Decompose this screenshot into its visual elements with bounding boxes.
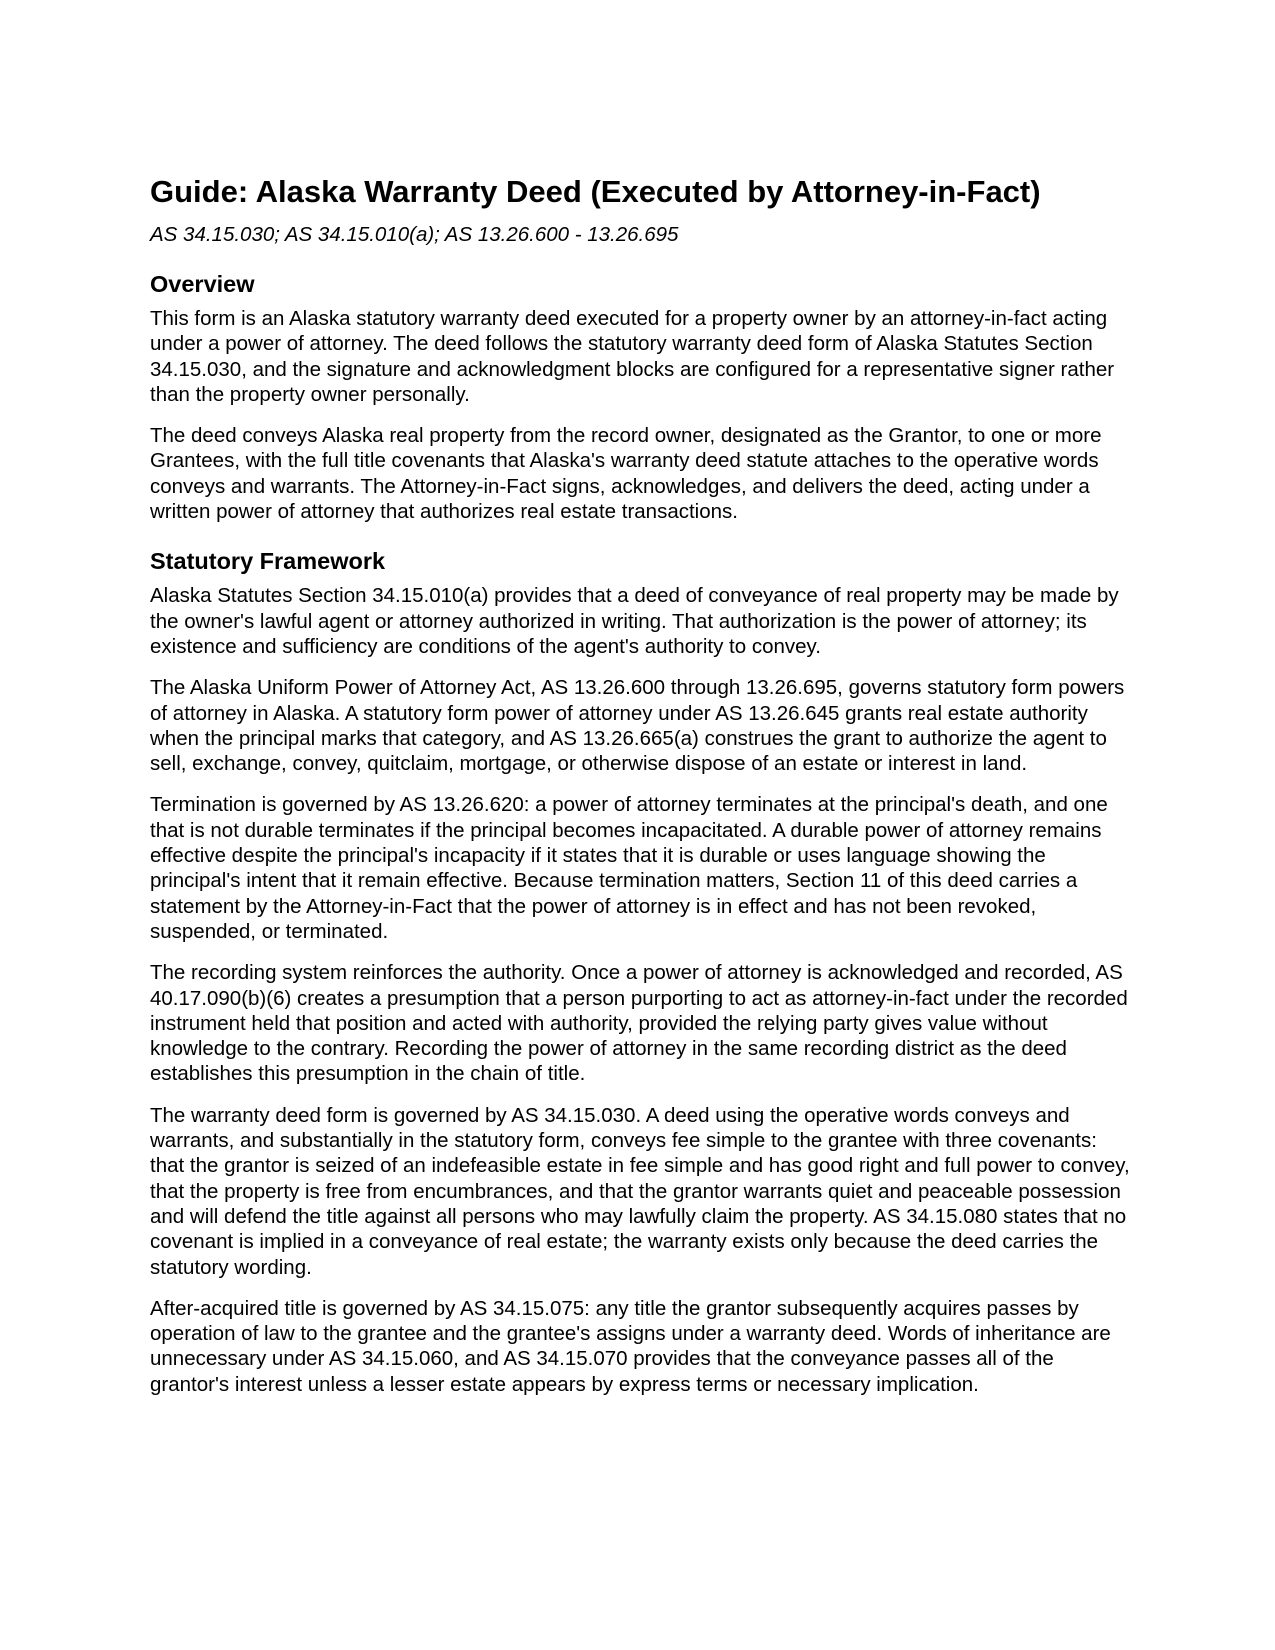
framework-paragraph-5: The warranty deed form is governed by AS 34.15.030. A deed using the operative words conveys and warrants, and substantially in the statutory form, conveys fee simple to the grantee with three covenants: that the grantor is seized of an indefeasible estate in fee simple and has good right and full power to convey, that the property is free from encumbrances, and that the grantor warrants quiet and peaceable possession and will defend the title against all persons who may lawfully claim the property. AS 34.15.080 states that no covenant is implied in a conveyance of real estate; the warranty exists only because the deed carries the statutory wording. bbox=[150, 1103, 1130, 1279]
framework-paragraph-6: After-acquired title is governed by AS 34.15.075: any title the grantor subsequently acquires passes by operation of law to the grantee and the grantee's assigns under a warranty deed. Words of inheritance are unnecessary under AS 34.15.060, and AS 34.15.070 provides that the conveyance passes all of the grantor's interest unless a lesser estate appears by express terms or necessary implication. bbox=[150, 1296, 1111, 1396]
section-heading-overview: Overview bbox=[150, 271, 255, 297]
statute-citation: AS 34.15.030; AS 34.15.010(a); AS 13.26.600 - 13.26.695 bbox=[150, 223, 679, 246]
section-heading-statutory-framework: Statutory Framework bbox=[150, 548, 386, 575]
overview-paragraph-1: This form is an Alaska statutory warranty deed executed for a property owner by an attorney-in-fact acting under a power of attorney. The deed follows the statutory warranty deed form of Alaska Statutes Section 34.15.030, and the signature and acknowledgment blocks are configured for a representative signer rather than the property owner personally. bbox=[150, 307, 1115, 406]
framework-paragraph-1: Alaska Statutes Section 34.15.010(a) provides that a deed of conveyance of real property may be made by the owner's lawful agent or attorney authorized in writing. That authorization is the power of attorney; its existence and sufficiency are conditions of the agent's authority to convey. bbox=[150, 584, 1119, 658]
framework-paragraph-4: The recording system reinforces the authority. Once a power of attorney is acknowledged and recorded, AS 40.17.090(b)(6) creates a presumption that a person purporting to act as attorney-in-fact under the recorded instrument held that position and acted with authority, provided the relying party gives value without knowledge to the contrary. Recording the power of attorney in the same recording district as the deed establishes this presumption in the chain of title. bbox=[150, 961, 1128, 1086]
document-content bbox=[150, 173, 1130, 1397]
overview-paragraph-2: The deed conveys Alaska real property from the record owner, designated as the Grantor, to one or more Grantees, with the full title covenants that Alaska's warranty deed statute attaches to the operative words conveys and warrants. The Attorney-in-Fact signs, acknowledges, and delivers the deed, acting under a written power of attorney that authorizes real estate transactions. bbox=[150, 424, 1102, 524]
document-title: Guide: Alaska Warranty Deed (Executed by Attorney-in-Fact) bbox=[150, 174, 1041, 209]
framework-paragraph-2: The Alaska Uniform Power of Attorney Act, AS 13.26.600 through 13.26.695, governs statutory form powers of attorney in Alaska. A statutory form power of attorney under AS 13.26.645 grants real estate authority when the principal marks that category, and AS 13.26.665(a) construes the grant to authorize the agent to sell, exchange, convey, quitclaim, mortgage, or otherwise dispose of an estate or interest in land. bbox=[150, 676, 1125, 776]
framework-paragraph-3: Termination is governed by AS 13.26.620: a power of attorney terminates at the principal's death, and one that is not durable terminates if the principal becomes incapacitated. A durable power of attorney remains effective despite the principal's incapacity if it states that it is durable or uses language showing the principal's intent that it remain effective. Because termination matters, Section 11 of this deed carries a statement by the Attorney-in-Fact that the power of attorney is in effect and has not been revoked, suspended, or terminated. bbox=[150, 793, 1108, 943]
